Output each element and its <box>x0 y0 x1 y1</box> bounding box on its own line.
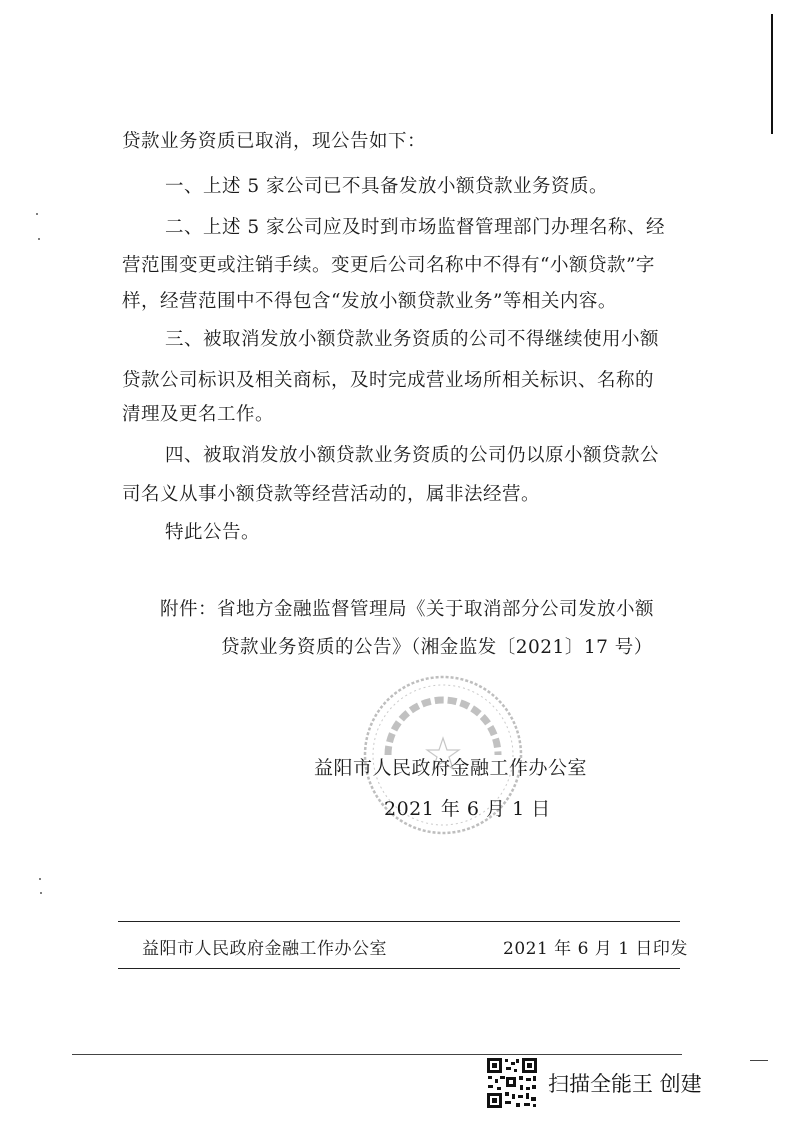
signature-org: 益阳市人民政府金融工作办公室 <box>314 757 588 779</box>
attachment-line-1: 附件：省地方金融监督管理局《关于取消部分公司发放小额 <box>160 599 655 620</box>
footer-date: 2021 年 6 月 1 日印发 <box>503 939 688 959</box>
footer-org: 益阳市人民政府金融工作办公室 <box>142 939 387 959</box>
item-4-line-2: 司名义从事小额贷款等经营活动的，属非法经营。 <box>122 484 541 505</box>
item-3-line-3: 清理及更名工作。 <box>122 404 275 425</box>
scan-speck <box>39 878 41 880</box>
item-3-line-2: 贷款公司标识及相关商标，及时完成营业场所相关标识、名称的 <box>122 370 655 391</box>
attachment-line-2: 贷款业务资质的公告》（湘金监发〔2021〕17 号） <box>221 637 653 658</box>
body-line-intro: 贷款业务资质已取消，现公告如下： <box>122 131 427 152</box>
item-2-line-3: 样，经营范围中不得包含“发放小额贷款业务”等相关内容。 <box>122 291 617 312</box>
signature-date: 2021 年 6 月 1 日 <box>384 798 551 820</box>
item-3-line-1: 三、被取消发放小额贷款业务资质的公司不得继续使用小额 <box>165 329 660 350</box>
item-2-line-1: 二、上述 5 家公司应及时到市场监督管理部门办理名称、经 <box>165 217 666 238</box>
watermark-text: 扫描全能王 创建 <box>548 1072 702 1096</box>
scan-speck <box>38 238 40 240</box>
qr-code-icon <box>486 1057 538 1109</box>
item-1: 一、上述 5 家公司已不具备发放小额贷款业务资质。 <box>165 176 609 197</box>
page-edge-mark <box>771 14 773 134</box>
footer-top-rule <box>118 921 680 922</box>
footer-bottom-rule <box>118 968 680 969</box>
scan-edge-line <box>72 1054 682 1055</box>
scan-speck <box>40 892 42 894</box>
scan-speck <box>36 213 38 215</box>
closing-text: 特此公告。 <box>165 522 261 543</box>
item-4-line-1: 四、被取消发放小额贷款业务资质的公司仍以原小额贷款公 <box>165 445 660 466</box>
item-2-line-2: 营范围变更或注销手续。变更后公司名称中不得有“小额贷款”字 <box>122 255 655 276</box>
scan-edge-mark <box>750 1060 768 1061</box>
scanner-watermark <box>486 1057 702 1109</box>
